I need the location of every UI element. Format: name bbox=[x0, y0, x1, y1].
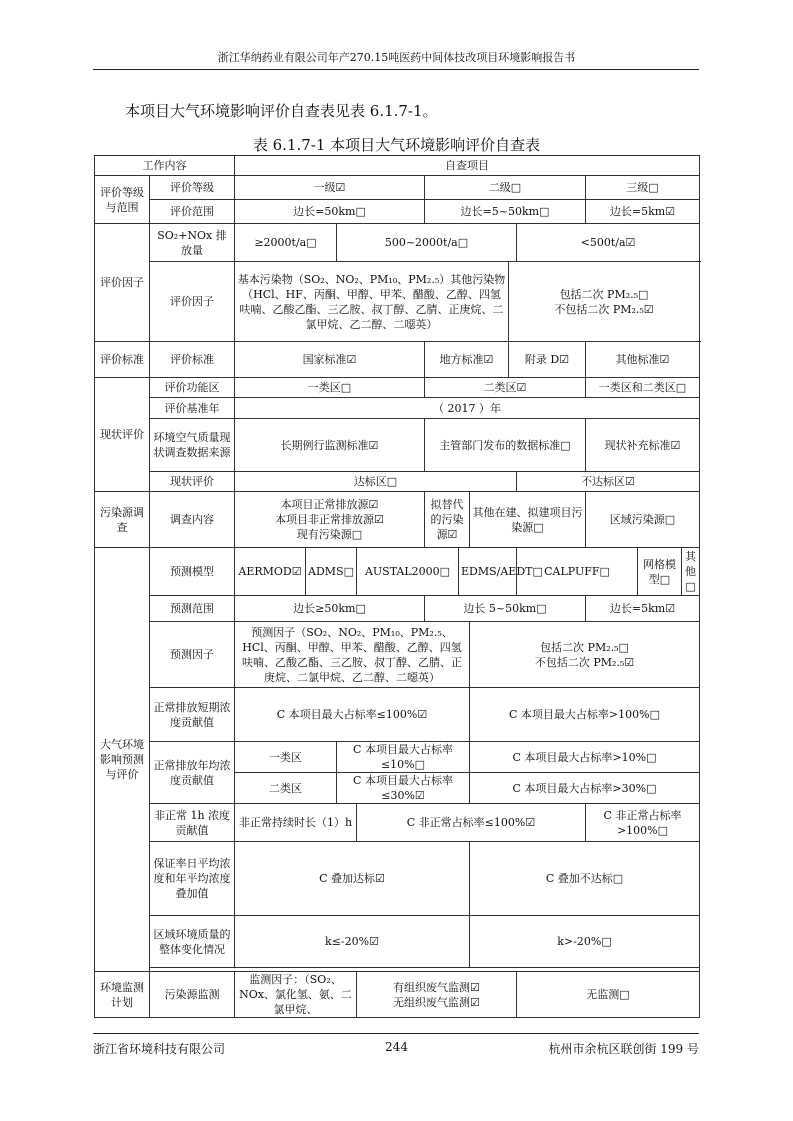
option-cell: （ 2017 ）年 bbox=[235, 398, 700, 419]
item-cell: SO₂+NOx 排放量 bbox=[150, 224, 235, 262]
item-cell: 预测模型 bbox=[150, 548, 235, 596]
item-cell: 调查内容 bbox=[150, 492, 235, 548]
table-row bbox=[95, 342, 700, 378]
option-cell: C 非正常占标率≤100%☑ bbox=[357, 804, 586, 842]
option-exclude: 不包括二次 PM₂.₅☑ bbox=[534, 655, 635, 669]
option-line: 本项目非正常排放源☑ bbox=[275, 513, 384, 526]
option-cell: 国家标准☑ bbox=[235, 342, 425, 378]
intro-text: 本项目大气环境影响评价自查表见表 6.1.7-1。 bbox=[125, 102, 438, 120]
option-cell: 一类区和二类区□ bbox=[586, 378, 700, 398]
table-caption: 表 6.1.7-1 本项目大气环境影响评价自查表 bbox=[252, 136, 541, 154]
footer-rule bbox=[93, 1033, 699, 1034]
table-row bbox=[95, 224, 700, 262]
option-cell: C 本项目最大占标率≤10%□ bbox=[337, 742, 470, 773]
option-cell: 边长=5~50km□ bbox=[425, 200, 586, 224]
option-cell: 达标区□ bbox=[235, 472, 517, 492]
option-cell: 边长=50km□ bbox=[235, 200, 425, 224]
option-line: 现有污染源□ bbox=[296, 528, 363, 541]
option-cell: 地方标准☑ bbox=[425, 342, 509, 378]
option-line: 有组织废气监测☑ bbox=[393, 980, 480, 994]
option-cell: ≥2000t/a□ bbox=[235, 224, 337, 262]
item-cell: 正常排放年均浓度贡献值 bbox=[150, 742, 235, 804]
table-row bbox=[95, 262, 700, 342]
option-cell: C 本项目最大占标率≤30%☑ bbox=[337, 773, 470, 804]
table-row bbox=[95, 200, 700, 224]
option-cell: 一级☑ bbox=[235, 176, 425, 200]
option-cell: 其他在建、拟建项目污染源□ bbox=[470, 492, 586, 548]
option-cell: <500t/a☑ bbox=[517, 224, 700, 262]
option-cell: 边长≥50km□ bbox=[235, 596, 425, 622]
option-cell: 其他标准☑ bbox=[586, 342, 700, 378]
factor-list-cell: 预测因子（SO₂、NO₂、PM₁₀、PM₂.₅、HCl、丙酮、甲醇、甲苯、醋酸、乙醇、四氢呋喃、乙酸乙酯、三乙胺、叔丁醇、乙腈、正庚烷、二氯甲烷、乙二醇、二噁英） bbox=[235, 622, 470, 688]
option-cell: 二类区☑ bbox=[425, 378, 586, 398]
item-cell: 评价因子 bbox=[150, 262, 235, 342]
header-cell: 工作内容 bbox=[95, 156, 235, 176]
option-cell: 无监测□ bbox=[517, 972, 700, 1018]
table-row bbox=[95, 842, 700, 916]
model-option: ADMS□ bbox=[306, 548, 357, 596]
option-cell: C 本项目最大占标率>10%□ bbox=[470, 742, 700, 773]
page-number: 244 bbox=[385, 1040, 408, 1054]
option-cell bbox=[357, 972, 517, 1018]
table-row bbox=[95, 156, 700, 176]
item-cell: 正常排放短期浓度贡献值 bbox=[150, 688, 235, 742]
option-cell bbox=[470, 622, 700, 688]
group-cell: 环境监测计划 bbox=[95, 972, 150, 1018]
option-line: 本项目正常排放源☑ bbox=[280, 498, 379, 511]
model-option: AUSTAL2000□ bbox=[357, 548, 459, 596]
option-cell: 主管部门发布的数据标准□ bbox=[425, 419, 586, 472]
option-include: 包括二次 PM₂.₅□ bbox=[559, 287, 649, 301]
item-cell: 评价基准年 bbox=[150, 398, 235, 419]
option-cell: 不达标区☑ bbox=[517, 472, 700, 492]
table-row bbox=[95, 916, 700, 968]
model-option: CALPUFF□ bbox=[517, 548, 638, 596]
option-cell: 三级□ bbox=[586, 176, 700, 200]
item-cell: 保证率日平均浓度和年平均浓度叠加值 bbox=[150, 842, 235, 916]
option-cell: 拟替代的污染源☑ bbox=[425, 492, 470, 548]
table-row bbox=[95, 419, 700, 472]
item-cell: 现状评价 bbox=[150, 472, 235, 492]
header-cell: 自查项目 bbox=[235, 156, 700, 176]
table-row bbox=[95, 688, 700, 742]
option-cell: C 非正常占标率>100%□ bbox=[586, 804, 700, 842]
option-cell: 500~2000t/a□ bbox=[337, 224, 517, 262]
item-cell: 评价范围 bbox=[150, 200, 235, 224]
option-cell: 附录 D☑ bbox=[509, 342, 586, 378]
footer-address: 杭州市余杭区联创街 199 号 bbox=[548, 1042, 699, 1056]
item-cell: 预测因子 bbox=[150, 622, 235, 688]
table-row bbox=[95, 472, 700, 492]
page-header: 浙江华纳药业有限公司年产270.15吨医药中间体技改项目环境影响报告书 bbox=[217, 51, 576, 64]
option-cell: 非正常持续时长（1）h bbox=[235, 804, 357, 842]
table-row bbox=[95, 492, 700, 548]
group-cell: 评价因子 bbox=[95, 224, 150, 342]
item-cell: 评价功能区 bbox=[150, 378, 235, 398]
item-cell: 评价等级 bbox=[150, 176, 235, 200]
option-cell: 边长 5~50km□ bbox=[425, 596, 586, 622]
option-cell: 边长=5km☑ bbox=[586, 596, 700, 622]
option-cell: 现状补充标准☑ bbox=[586, 419, 700, 472]
option-cell: C 叠加不达标□ bbox=[470, 842, 700, 916]
item-cell: 环境空气质量现状调查数据来源 bbox=[150, 419, 235, 472]
table-row bbox=[95, 622, 700, 688]
option-cell bbox=[235, 492, 425, 548]
self-check-table bbox=[94, 155, 700, 1018]
group-cell: 大气环境影响预测与评价 bbox=[95, 548, 150, 972]
option-cell: 边长=5km☑ bbox=[586, 200, 700, 224]
option-cell: 二级□ bbox=[425, 176, 586, 200]
option-cell bbox=[509, 262, 700, 342]
option-cell: C 叠加达标☑ bbox=[235, 842, 470, 916]
group-cell: 污染源调查 bbox=[95, 492, 150, 548]
item-cell: 污染源监测 bbox=[150, 972, 235, 1018]
option-line: 无组织废气监测☑ bbox=[393, 995, 480, 1009]
option-cell: 监测因子：（SO₂、NOx、氯化氢、氨、二氯甲烷、 bbox=[235, 972, 357, 1018]
table-row bbox=[95, 176, 700, 200]
option-include: 包括二次 PM₂.₅□ bbox=[540, 640, 629, 654]
header-rule bbox=[93, 69, 699, 70]
table-row bbox=[95, 596, 700, 622]
option-cell: 一类区□ bbox=[235, 378, 425, 398]
group-cell: 评价标准 bbox=[95, 342, 150, 378]
group-cell: 现状评价 bbox=[95, 378, 150, 492]
item-cell: 非正常 1h 浓度贡献值 bbox=[150, 804, 235, 842]
option-cell: C 本项目最大占标率>100%□ bbox=[470, 688, 700, 742]
option-cell: k>-20%□ bbox=[470, 916, 700, 968]
table-row bbox=[95, 742, 700, 773]
option-cell: 长期例行监测标准☑ bbox=[235, 419, 425, 472]
item-cell: 评价标准 bbox=[150, 342, 235, 378]
item-cell: 区域环境质量的整体变化情况 bbox=[150, 916, 235, 968]
group-cell: 评价等级与范围 bbox=[95, 176, 150, 224]
option-cell: C 本项目最大占标率≤100%☑ bbox=[235, 688, 470, 742]
table-row bbox=[95, 548, 700, 596]
factor-list-cell: 基本污染物（SO₂、NO₂、PM₁₀、PM₂.₅）其他污染物（HCl、HF、丙酮、甲醇、甲苯、醋酸、乙醇、四氢呋喃、乙酸乙酯、三乙胺、叔丁醇、乙腈、正庚烷、二氯甲烷、乙二醇、二噁英） bbox=[235, 262, 509, 342]
table-row bbox=[95, 972, 700, 1018]
item-cell: 预测范围 bbox=[150, 596, 235, 622]
zone-cell: 一类区 bbox=[235, 742, 337, 773]
footer-company: 浙江省环境科技有限公司 bbox=[93, 1042, 226, 1056]
model-option: EDMS/AEDT□ bbox=[459, 548, 517, 596]
model-option: AERMOD☑ bbox=[235, 548, 306, 596]
option-cell: C 本项目最大占标率>30%□ bbox=[470, 773, 700, 804]
option-cell: 区域污染源□ bbox=[586, 492, 700, 548]
table-row bbox=[95, 378, 700, 398]
zone-cell: 二类区 bbox=[235, 773, 337, 804]
option-exclude: 不包括二次 PM₂.₅☑ bbox=[554, 302, 654, 316]
table-row bbox=[95, 398, 700, 419]
model-option: 其他□ bbox=[682, 548, 700, 596]
table-row bbox=[95, 804, 700, 842]
model-option: 网格模型□ bbox=[638, 548, 682, 596]
option-cell: k≤-20%☑ bbox=[235, 916, 470, 968]
